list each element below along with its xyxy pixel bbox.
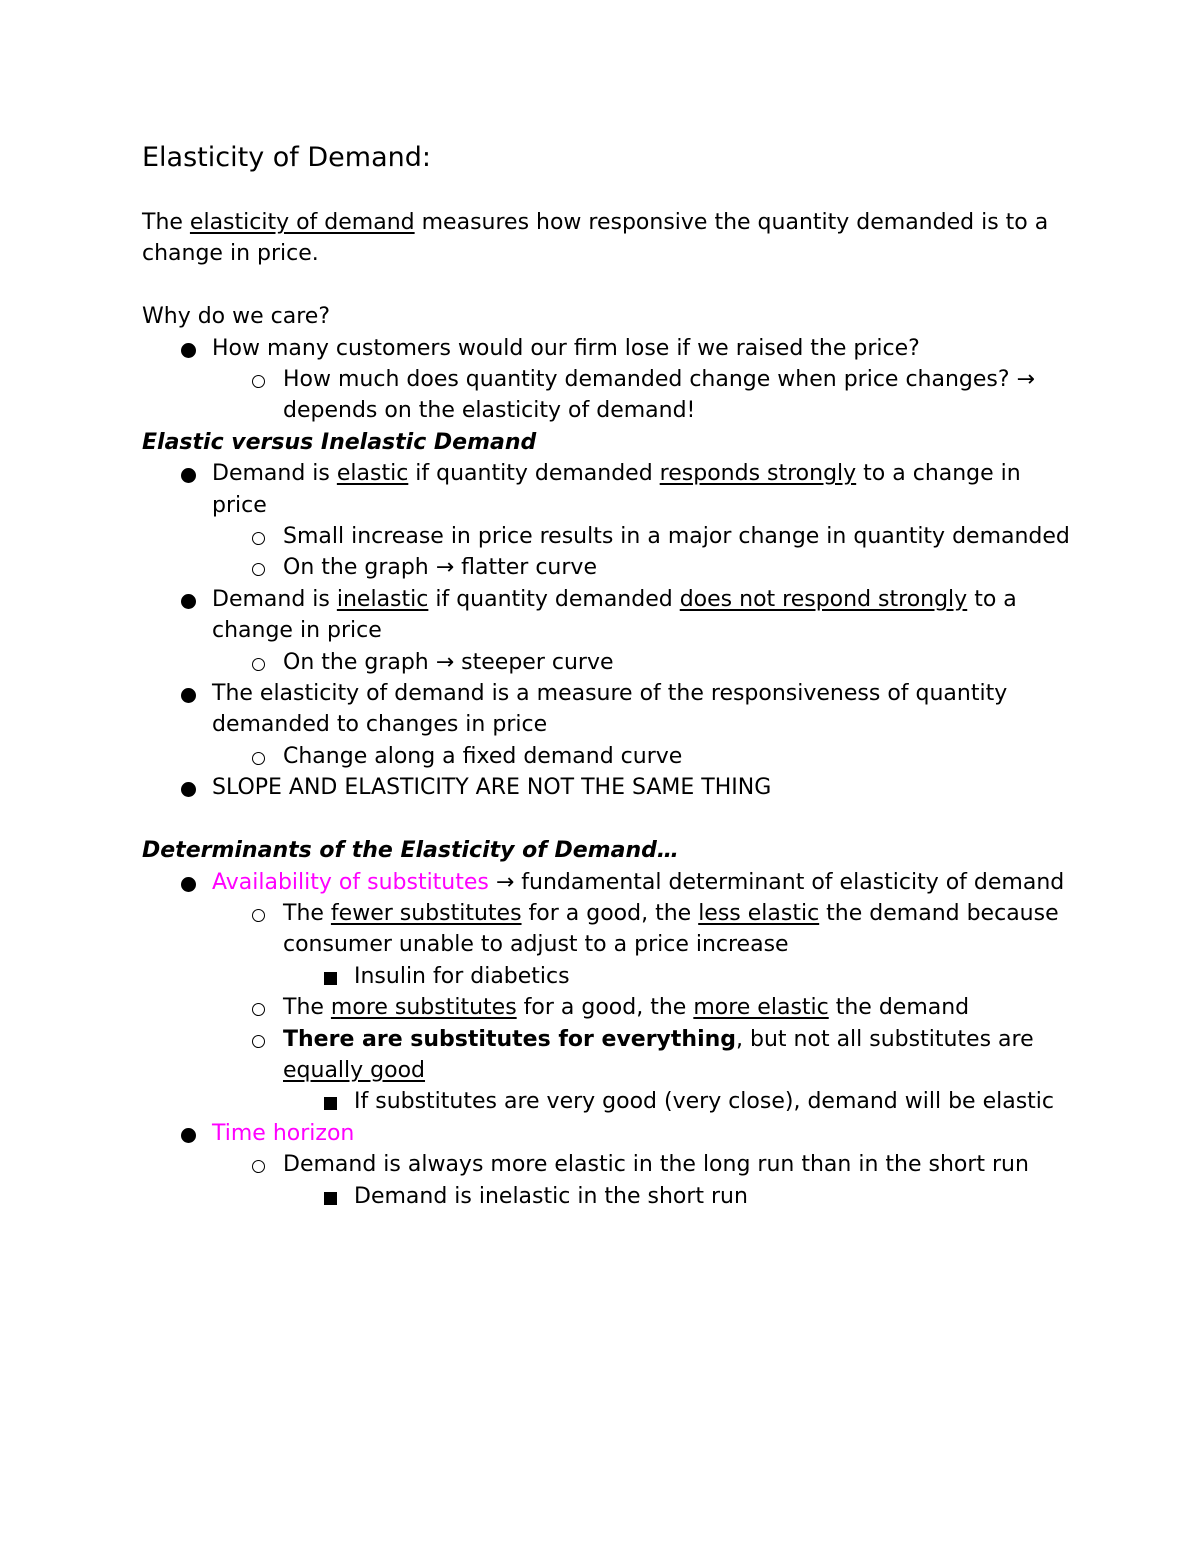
- text: Demand is: [212, 586, 337, 612]
- list-item: [283, 552, 1072, 583]
- list-item: [283, 521, 1072, 552]
- bullet-filled-circle-icon: [178, 1118, 200, 1149]
- bullet-hollow-circle-icon: [249, 741, 271, 772]
- underlined-term: more substitutes: [330, 995, 517, 1021]
- list-item: [212, 678, 1072, 741]
- bullet-filled-circle-icon: [178, 584, 200, 615]
- list-item: [283, 741, 1072, 772]
- bullet-hollow-circle-icon: [249, 647, 271, 678]
- document-body: [142, 139, 1072, 1212]
- bullet-hollow-circle-icon: [249, 521, 271, 552]
- list-item-text: Change along a fixed demand curve: [283, 743, 683, 769]
- bullet-hollow-circle-icon: [249, 552, 271, 583]
- list-item: [354, 961, 1072, 992]
- text: Demand is: [212, 461, 337, 487]
- list-item: [212, 867, 1072, 898]
- underlined-term: inelastic: [336, 586, 429, 612]
- bullet-filled-circle-icon: [178, 772, 200, 803]
- section-heading-elastic: Elastic versus Inelastic Demand: [142, 429, 537, 455]
- list-item: [212, 1118, 1072, 1149]
- spacer: [142, 804, 1072, 835]
- text: The: [283, 995, 331, 1021]
- underlined-term: responds strongly: [659, 461, 857, 487]
- intro-text: The: [142, 210, 190, 235]
- list-item-text: On the graph → flatter curve: [283, 555, 597, 581]
- text: , but not all substitutes are: [736, 1026, 1034, 1052]
- bullet-square-icon: [320, 961, 342, 992]
- intro-text-end: measures how responsive the quantity demanded is to a change in price.: [142, 210, 1049, 267]
- list-item: [212, 333, 1072, 364]
- list-item: [212, 584, 1072, 647]
- text: if quantity demanded: [428, 586, 680, 612]
- text: the demand because consumer unable to adjust to a price increase: [283, 900, 1059, 958]
- bullet-hollow-circle-icon: [249, 1149, 271, 1180]
- bold-text: There are substitutes for everything: [283, 1026, 737, 1052]
- list-item: [283, 898, 1072, 961]
- list-item-text: How much does quantity demanded change when price changes? → depends on the elasticity of demand!: [283, 367, 1035, 424]
- why-question: Why do we care?: [142, 304, 330, 330]
- text: for a good, the: [516, 995, 694, 1021]
- text: The: [283, 900, 331, 926]
- text: → fundamental determinant of elasticity of demand: [488, 869, 1065, 895]
- text: the demand: [828, 995, 970, 1021]
- highlighted-term: Time horizon: [212, 1120, 355, 1146]
- list-item: [283, 364, 1072, 427]
- underlined-term: fewer substitutes: [330, 900, 522, 926]
- text: for a good, the: [521, 900, 699, 926]
- bullet-square-icon: [320, 1181, 342, 1212]
- bullet-hollow-circle-icon: [249, 1024, 271, 1055]
- list-item-text: SLOPE AND ELASTICITY ARE NOT THE SAME THING: [212, 775, 772, 801]
- bullet-filled-circle-icon: [178, 867, 200, 898]
- intro-paragraph: [142, 207, 1072, 270]
- text: if quantity demanded: [408, 461, 660, 487]
- bullet-hollow-circle-icon: [249, 898, 271, 929]
- list-item: [283, 1149, 1072, 1180]
- bullet-hollow-circle-icon: [249, 992, 271, 1023]
- underlined-term: more elastic: [693, 995, 829, 1021]
- list-item-text: The elasticity of demand is a measure of the responsiveness of quantity demanded to changes in price: [212, 681, 1008, 738]
- list-item-text: On the graph → steeper curve: [283, 649, 614, 675]
- text: to a change in price: [212, 586, 1017, 644]
- bullet-square-icon: [320, 1086, 342, 1117]
- underlined-term: does not respond strongly: [679, 586, 968, 612]
- list-item: [212, 772, 1072, 803]
- underlined-term: less elastic: [698, 900, 820, 926]
- list-item: [283, 992, 1072, 1023]
- list-item: [354, 1181, 1072, 1212]
- underlined-term: equally good: [283, 1057, 426, 1083]
- page-title: Elasticity of Demand:: [142, 142, 431, 173]
- section-heading-determinants: Determinants of the Elasticity of Demand…: [142, 838, 679, 864]
- list-item-text: Demand is inelastic in the short run: [354, 1183, 748, 1209]
- bullet-filled-circle-icon: [178, 333, 200, 364]
- list-item-text: Demand is always more elastic in the long run than in the short run: [283, 1152, 1029, 1178]
- underlined-term: elastic: [336, 461, 409, 487]
- list-item-text: How many customers would our firm lose if we raised the price?: [212, 335, 920, 361]
- list-item: [354, 1086, 1072, 1117]
- bullet-filled-circle-icon: [178, 678, 200, 709]
- list-item: [283, 647, 1072, 678]
- intro-term: elasticity of demand: [189, 210, 415, 235]
- text: to a change in price: [212, 461, 1021, 518]
- bullet-filled-circle-icon: [178, 458, 200, 489]
- list-item-text: If substitutes are very good (very close), demand will be elastic: [354, 1089, 1054, 1115]
- highlighted-term: Availability of substitutes: [212, 869, 489, 895]
- list-item-text: Insulin for diabetics: [354, 963, 570, 989]
- bullet-hollow-circle-icon: [249, 364, 271, 395]
- list-item: [212, 458, 1072, 521]
- list-item-text: Small increase in price results in a major change in quantity demanded: [283, 524, 1070, 550]
- spacer: [142, 270, 1072, 301]
- list-item: [283, 1024, 1072, 1087]
